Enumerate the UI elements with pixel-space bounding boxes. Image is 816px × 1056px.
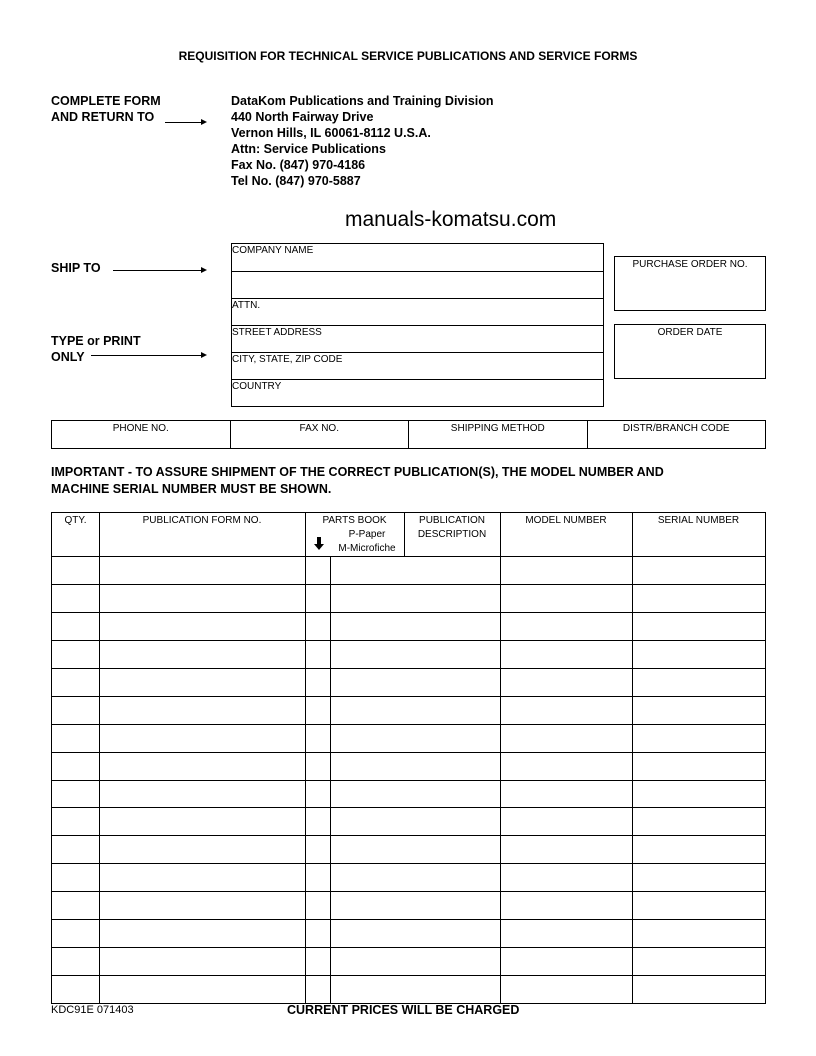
table-row[interactable] [52, 891, 765, 920]
country-label: COUNTRY [232, 381, 282, 392]
table-row[interactable] [52, 612, 765, 641]
table-row[interactable] [52, 556, 765, 585]
fax-no-field[interactable]: FAX NO. [231, 421, 410, 448]
table-row[interactable] [52, 863, 765, 892]
country-row[interactable] [232, 379, 603, 392]
header-publication-description-line-1: PUBLICATION [419, 515, 485, 526]
table-row[interactable] [52, 724, 765, 753]
header-parts-book: PARTS BOOK [322, 515, 387, 526]
type-print-line-1: TYPE or PRINT [51, 334, 141, 348]
important-notice [51, 464, 771, 498]
order-table [51, 512, 766, 1004]
address-line: Tel No. (847) 970-5887 [231, 174, 361, 188]
distr-branch-code-field[interactable]: DISTR/BRANCH CODE [622, 423, 730, 434]
address-line: Vernon Hills, IL 60061-8112 U.S.A. [231, 126, 431, 140]
form-title: REQUISITION FOR TECHNICAL SERVICE PUBLICATIONS AND SERVICE FORMS [178, 49, 638, 63]
table-row[interactable] [52, 947, 765, 976]
header-qty: QTY. [64, 515, 87, 526]
table-row[interactable] [52, 780, 765, 809]
return-label [51, 93, 161, 125]
header-parts-book-paper: P-Paper [348, 529, 386, 540]
order-date-box[interactable] [614, 324, 766, 379]
address-line: Fax No. (847) 970-4186 [231, 158, 366, 172]
header-model-number: MODEL NUMBER [525, 515, 607, 526]
attn-row[interactable] [232, 298, 603, 311]
return-address [231, 93, 494, 189]
street-address-row[interactable] [232, 325, 603, 338]
company-name-line-2[interactable] [232, 271, 603, 299]
ship-to-label: SHIP TO [51, 261, 101, 275]
order-date-label: ORDER DATE [657, 327, 723, 338]
attn-label: ATTN. [232, 300, 261, 311]
table-row[interactable] [52, 752, 765, 781]
city-state-zip-row[interactable] [232, 352, 603, 365]
table-row[interactable] [52, 919, 765, 948]
table-row[interactable] [52, 975, 765, 1004]
street-address-label: STREET ADDRESS [232, 327, 322, 338]
table-row[interactable] [52, 835, 765, 864]
ship-to-box [231, 243, 604, 407]
company-name-label: COMPANY NAME [232, 245, 314, 256]
type-print-label [51, 333, 141, 365]
header-publication-description [404, 514, 500, 542]
type-print-line-2: ONLY [51, 350, 85, 364]
header-parts-book-microfiche: M-Microfiche [338, 543, 396, 554]
important-line-2: MACHINE SERIAL NUMBER MUST BE SHOWN. [51, 482, 332, 496]
table-row[interactable] [52, 696, 765, 725]
city-state-zip-label: CITY, STATE, ZIP CODE [232, 354, 343, 365]
header-publication-description-line-2: DESCRIPTION [417, 529, 487, 540]
purchase-order-label: PURCHASE ORDER NO. [632, 259, 748, 270]
header-serial-number: SERIAL NUMBER [657, 515, 740, 526]
address-line: Attn: Service Publications [231, 142, 386, 156]
table-row[interactable] [52, 807, 765, 836]
phone-no-field[interactable]: PHONE NO. [52, 421, 231, 448]
table-row[interactable] [52, 584, 765, 613]
down-arrow-icon [314, 537, 324, 551]
address-line: DataKom Publications and Training Division [231, 94, 494, 108]
header-publication-form-no: PUBLICATION FORM NO. [142, 515, 262, 526]
return-label-line-1: COMPLETE FORM [51, 94, 161, 108]
type-print-arrow-icon [91, 355, 202, 356]
purchase-order-box[interactable] [614, 256, 766, 311]
contact-bar [51, 420, 766, 449]
price-notice: CURRENT PRICES WILL BE CHARGED [287, 1003, 520, 1017]
ship-to-arrow-icon [113, 270, 202, 271]
form-code: KDC91E 071403 [51, 1004, 134, 1016]
return-arrow-icon [165, 122, 202, 123]
watermark: manuals-komatsu.com [345, 208, 557, 231]
table-row[interactable] [52, 668, 765, 697]
table-row[interactable] [52, 640, 765, 669]
address-line: 440 North Fairway Drive [231, 110, 374, 124]
shipping-method-field[interactable]: SHIPPING METHOD [409, 421, 588, 448]
important-line-1: IMPORTANT - TO ASSURE SHIPMENT OF THE CORRECT PUBLICATION(S), THE MODEL NUMBER AND [51, 465, 664, 479]
return-label-line-2: AND RETURN TO [51, 110, 155, 124]
